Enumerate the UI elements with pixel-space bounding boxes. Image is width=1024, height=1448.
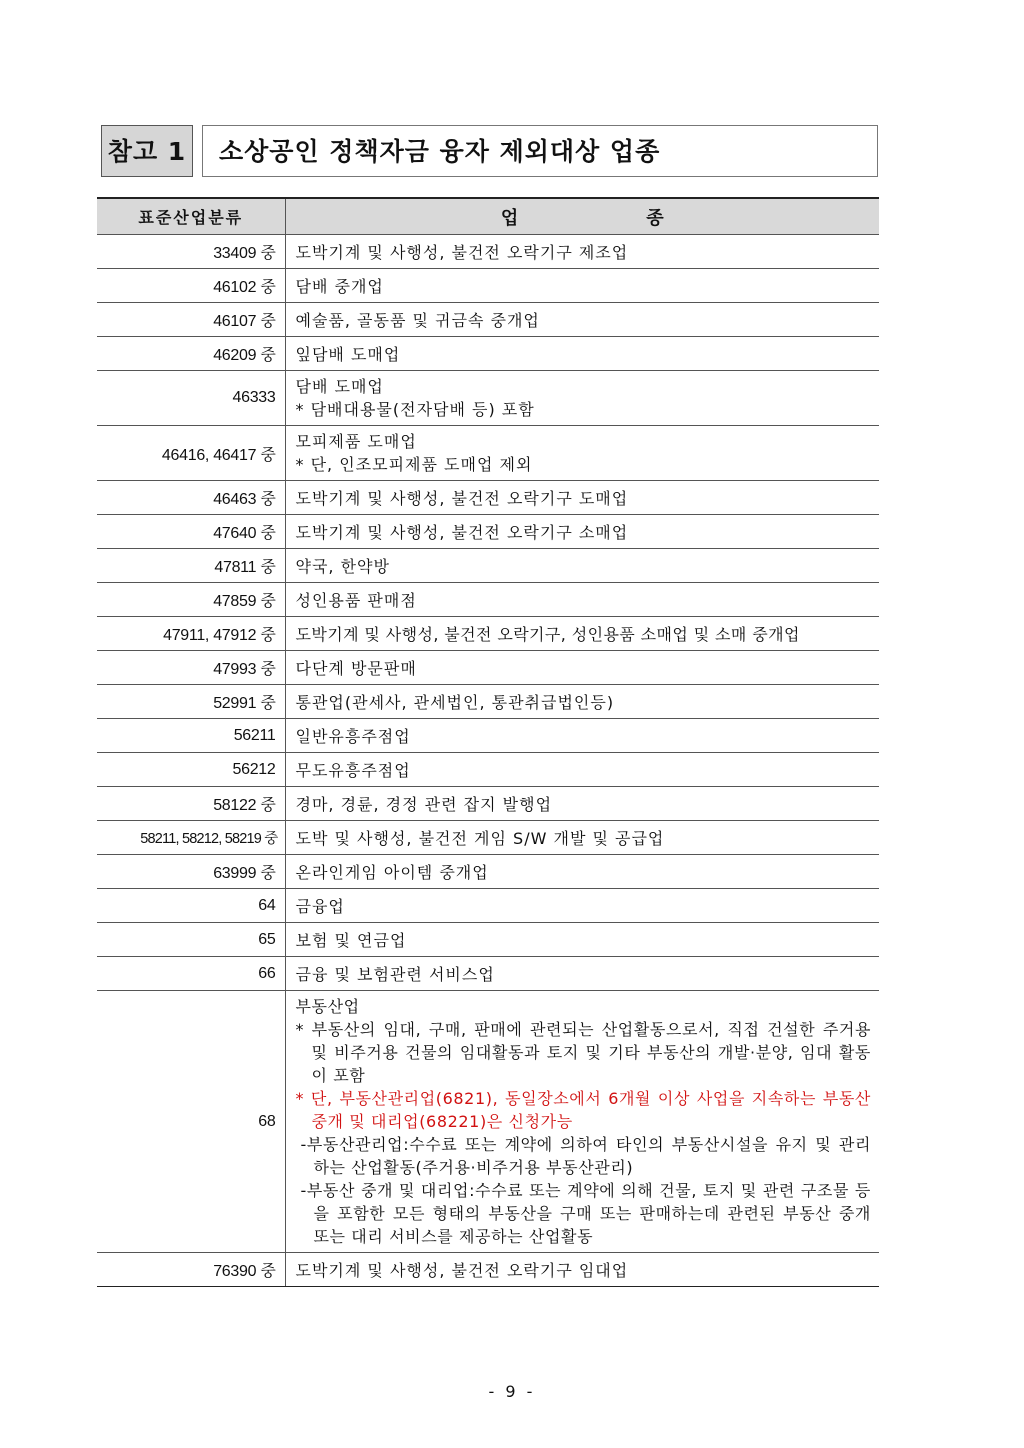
- row-code: 47859 중: [97, 583, 285, 617]
- row-desc: [285, 371, 879, 426]
- table-row: [97, 753, 879, 787]
- row-code: 58122 중: [97, 787, 285, 821]
- row-desc: 도박 및 사행성, 불건전 게임 S/W 개발 및 공급업: [285, 821, 879, 855]
- row-desc: 금융업: [285, 889, 879, 923]
- table-row: [97, 1253, 879, 1287]
- row-desc: 보험 및 연금업: [285, 923, 879, 957]
- page-title: 소상공인 정책자금 융자 제외대상 업종: [202, 125, 878, 177]
- row-code: 63999 중: [97, 855, 285, 889]
- row-desc: 도박기계 및 사행성, 불건전 오락기구, 성인용품 소매업 및 소매 중개업: [285, 617, 879, 651]
- table-row: [97, 481, 879, 515]
- row-code: 46463 중: [97, 481, 285, 515]
- row-code: 46333: [97, 371, 285, 426]
- row-desc-main: 모피제품 도매업: [295, 432, 417, 451]
- table-row: [97, 719, 879, 753]
- row-desc: 일반유흥주점업: [285, 719, 879, 753]
- table-row: [97, 889, 879, 923]
- page-number: - 9 -: [488, 1382, 536, 1401]
- row-desc: 잎담배 도매업: [285, 337, 879, 371]
- row-code: 76390 중: [97, 1253, 285, 1287]
- table-row: [97, 821, 879, 855]
- table-row: [97, 787, 879, 821]
- reference-tag: 참고 1: [101, 125, 193, 177]
- row-code: 46209 중: [97, 337, 285, 371]
- row-desc: 다단계 방문판매: [285, 651, 879, 685]
- table-row: [97, 855, 879, 889]
- excluded-industries-table: [97, 197, 879, 1287]
- row-code: 56212: [97, 753, 285, 787]
- row-desc: 도박기계 및 사행성, 불건전 오락기구 도매업: [285, 481, 879, 515]
- row-desc: 도박기계 및 사행성, 불건전 오락기구 임대업: [285, 1253, 879, 1287]
- header-industry-left: 업: [500, 207, 519, 229]
- row-desc: 담배 중개업: [285, 269, 879, 303]
- table-row: [97, 303, 879, 337]
- row-code: 47993 중: [97, 651, 285, 685]
- title-row: [101, 125, 878, 179]
- row-code: 56211: [97, 719, 285, 753]
- row-desc: 온라인게임 아이템 중개업: [285, 855, 879, 889]
- table-row: [97, 337, 879, 371]
- real-estate-note: * 부동산의 임대, 구매, 판매에 관련되는 산업활동으로서, 직접 건설한 주거용 및 비주거용 건물의 임대활동과 토지 및 기타 부동산의 개발·분양, 임대 활동이 포함: [295, 1020, 871, 1085]
- row-code: 64: [97, 889, 285, 923]
- table-row: [97, 549, 879, 583]
- header-industry-right: 종: [646, 207, 664, 229]
- table-row-real-estate: [97, 991, 879, 1253]
- row-code: 68: [97, 991, 285, 1253]
- table-row: [97, 515, 879, 549]
- header-standard-classification: 표준산업분류: [97, 198, 285, 235]
- table-row: [97, 617, 879, 651]
- row-desc: 성인용품 판매점: [285, 583, 879, 617]
- row-desc: 무도유흥주점업: [285, 753, 879, 787]
- row-code: 65: [97, 923, 285, 957]
- table-row: [97, 269, 879, 303]
- table-row: [97, 685, 879, 719]
- row-desc: 예술품, 골동품 및 귀금속 중개업: [285, 303, 879, 337]
- header-industry: [285, 198, 879, 235]
- row-desc-main: 담배 도매업: [295, 377, 384, 396]
- row-code: 47811 중: [97, 549, 285, 583]
- row-desc-note: * 담배대용물(전자담배 등) 포함: [295, 400, 535, 419]
- real-estate-exception-note: * 단, 부동산관리업(6821), 동일장소에서 6개월 이상 사업을 지속하는 부동산 중개 및 대리업(68221)은 신청가능: [295, 1089, 871, 1131]
- row-code: 47640 중: [97, 515, 285, 549]
- row-desc: 경마, 경륜, 경정 관련 잡지 발행업: [285, 787, 879, 821]
- row-code: 52991 중: [97, 685, 285, 719]
- row-desc: 도박기계 및 사행성, 불건전 오락기구 소매업: [285, 515, 879, 549]
- row-code: 46416, 46417 중: [97, 426, 285, 481]
- row-desc: [285, 426, 879, 481]
- table-row: [97, 651, 879, 685]
- row-code: 33409 중: [97, 235, 285, 269]
- row-desc: 통관업(관세사, 관세법인, 통관취급법인등): [285, 685, 879, 719]
- row-desc: [285, 991, 879, 1253]
- row-code: 58211, 58212, 58219 중: [97, 821, 285, 855]
- real-estate-management-detail: -부동산관리업:수수료 또는 계약에 의하여 타인의 부동산시설을 유지 및 관리하는 산업활동(주거용·비주거용 부동산관리): [300, 1135, 871, 1177]
- table-header-row: [97, 198, 879, 235]
- table-row: [97, 583, 879, 617]
- row-code: 47911, 47912 중: [97, 617, 285, 651]
- table-row: [97, 235, 879, 269]
- row-desc: 도박기계 및 사행성, 불건전 오락기구 제조업: [285, 235, 879, 269]
- table-row: [97, 923, 879, 957]
- row-desc: 약국, 한약방: [285, 549, 879, 583]
- table-row: [97, 371, 879, 426]
- real-estate-brokerage-detail: -부동산 중개 및 대리업:수수료 또는 계약에 의해 건물, 토지 및 관련 구조물 등을 포함한 모든 형태의 부동산을 구매 또는 판매하는데 관련된 부동산 중개 또는 대리 서비스를 제공하는 산업활동: [300, 1181, 871, 1246]
- row-code: 46102 중: [97, 269, 285, 303]
- table-row: [97, 426, 879, 481]
- row-desc-main: 부동산업: [295, 997, 360, 1016]
- row-desc-note: * 단, 인조모피제품 도매업 제외: [295, 455, 533, 474]
- row-desc: 금융 및 보험관련 서비스업: [285, 957, 879, 991]
- row-code: 46107 중: [97, 303, 285, 337]
- row-code: 66: [97, 957, 285, 991]
- table-row: [97, 957, 879, 991]
